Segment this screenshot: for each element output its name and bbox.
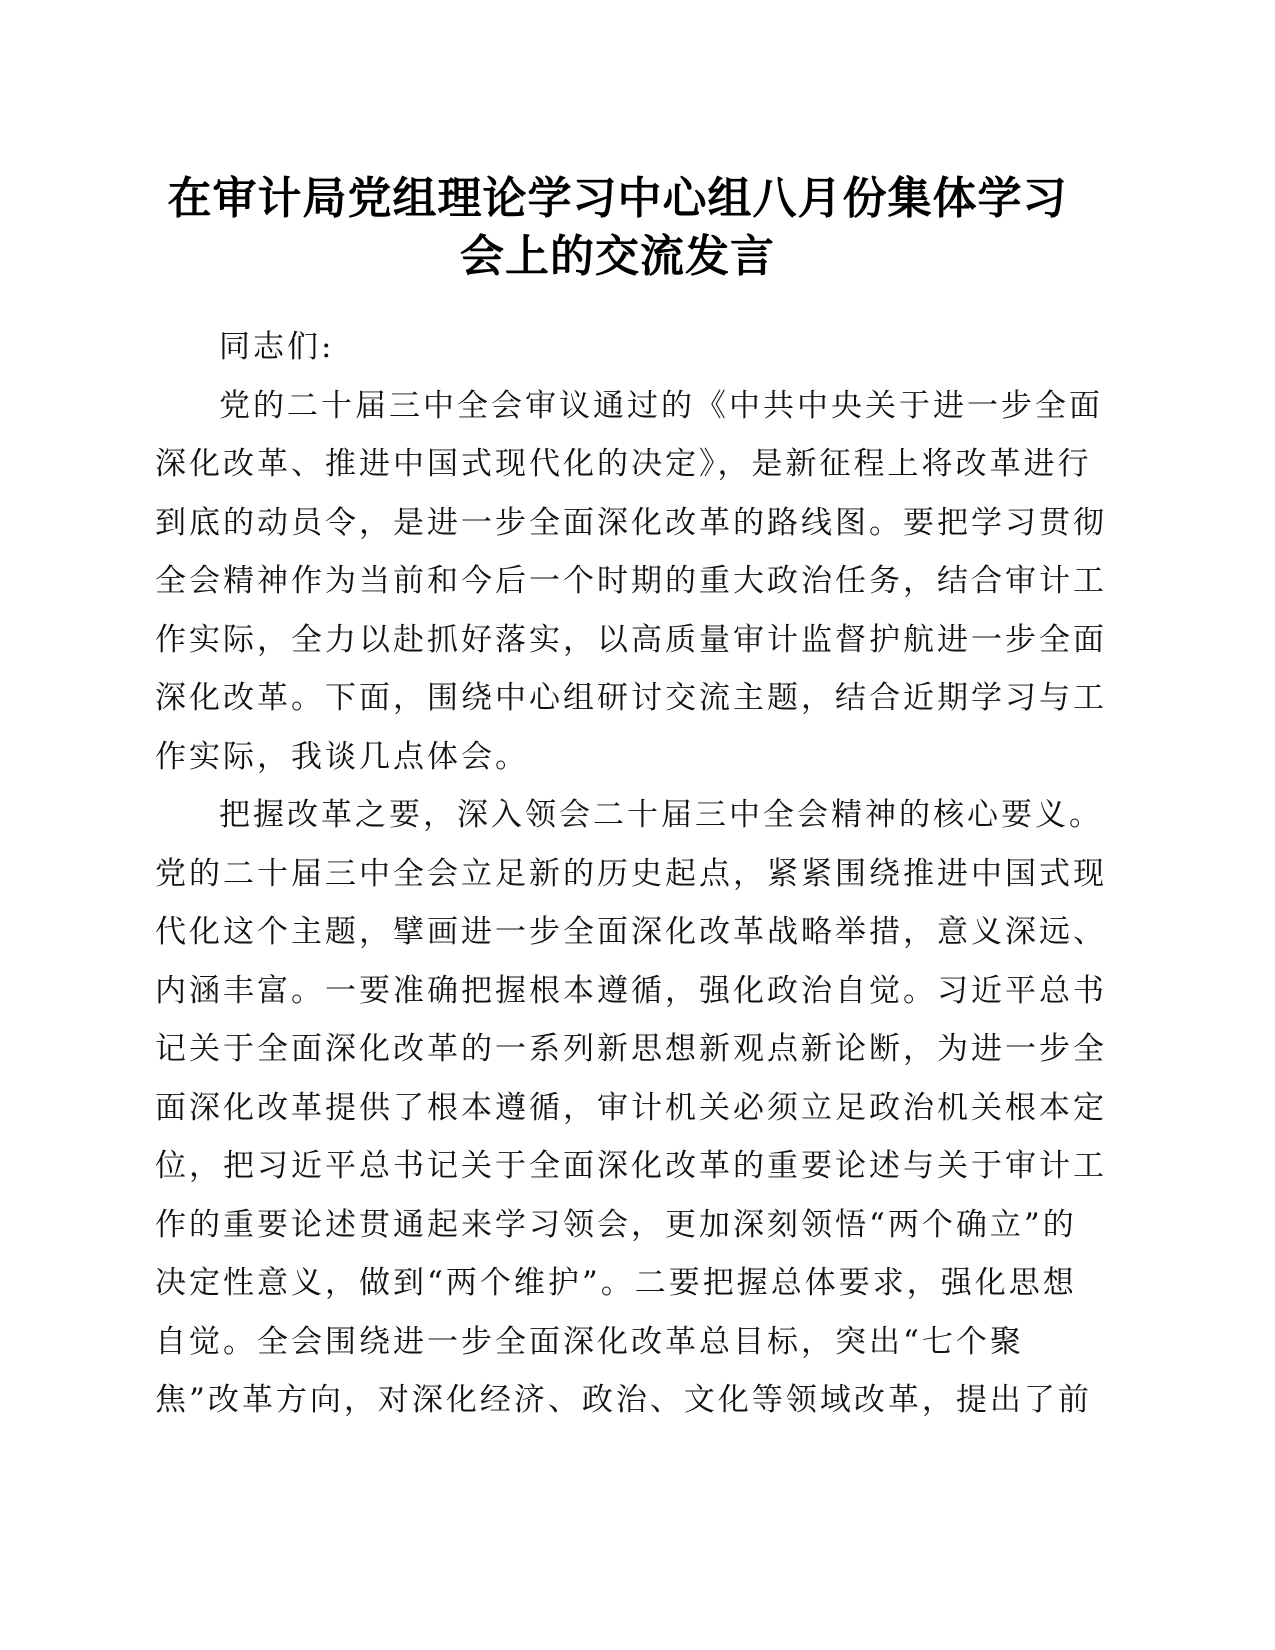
paragraph-1-line: 到底的动员令，是进一步全面深化改革的路线图。要把学习贯彻 xyxy=(155,504,1107,541)
paragraph-2-line: 代化这个主题，擘画进一步全面深化改革战略举措，意义深远、 xyxy=(155,914,1107,950)
paragraph-2-line: 记关于全面深化改革的一系列新思想新观点新论断，为进一步全 xyxy=(155,1031,1107,1067)
paragraph-2-line: 自觉。全会围绕进一步全面深化改革总目标，突出“七个聚 xyxy=(155,1323,1024,1360)
greeting: 同志们: xyxy=(219,329,335,365)
paragraph-2-line: 焦”改革方向，对深化经济、政治、文化等领域改革，提出了前 xyxy=(155,1382,1092,1418)
title-line: 在审计局党组理论学习中心组八月份集体学习 xyxy=(167,173,1068,224)
document-title xyxy=(150,170,1085,286)
paragraph-1-line: 作实际，我谈几点体会。 xyxy=(155,738,529,775)
paragraph-1-line: 深化改革。下面，围绕中心组研讨交流主题，结合近期学习与工 xyxy=(155,680,1107,716)
paragraph-1-line: 全会精神作为当前和今后一个时期的重大政治任务，结合审计工 xyxy=(155,563,1107,599)
paragraph-2-line: 决定性意义，做到“两个维护”。二要把握总体要求，强化思想 xyxy=(155,1265,1077,1301)
paragraph-1-line: 深化改革、推进中国式现代化的决定》，是新征程上将改革进行 xyxy=(155,446,1092,482)
paragraph-2-line: 内涵丰富。一要准确把握根本遵循，强化政治自觉。习近平总书 xyxy=(155,972,1107,1009)
paragraph-2-line: 把握改革之要，深入领会二十届三中全会精神的核心要义。 xyxy=(219,797,1103,833)
paragraph-1-line: 党的二十届三中全会审议通过的《中共中央关于进一步全面 xyxy=(219,387,1103,424)
paragraph-1-line: 作实际，全力以赴抓好落实，以高质量审计监督护航进一步全面 xyxy=(155,621,1107,658)
paragraph-2-line: 位，把习近平总书记关于全面深化改革的重要论述与关于审计工 xyxy=(155,1148,1107,1184)
paragraph-2-line: 党的二十届三中全会立足新的历史起点，紧紧围绕推进中国式现 xyxy=(155,855,1107,892)
document-body xyxy=(155,318,1107,1430)
paragraph-2-line: 面深化改革提供了根本遵循，审计机关必须立足政治机关根本定 xyxy=(155,1089,1107,1126)
paragraph-2-line: 作的重要论述贯通起来学习领会，更加深刻领悟“两个确立”的 xyxy=(155,1206,1077,1243)
title-line: 会上的交流发言 xyxy=(460,231,775,282)
